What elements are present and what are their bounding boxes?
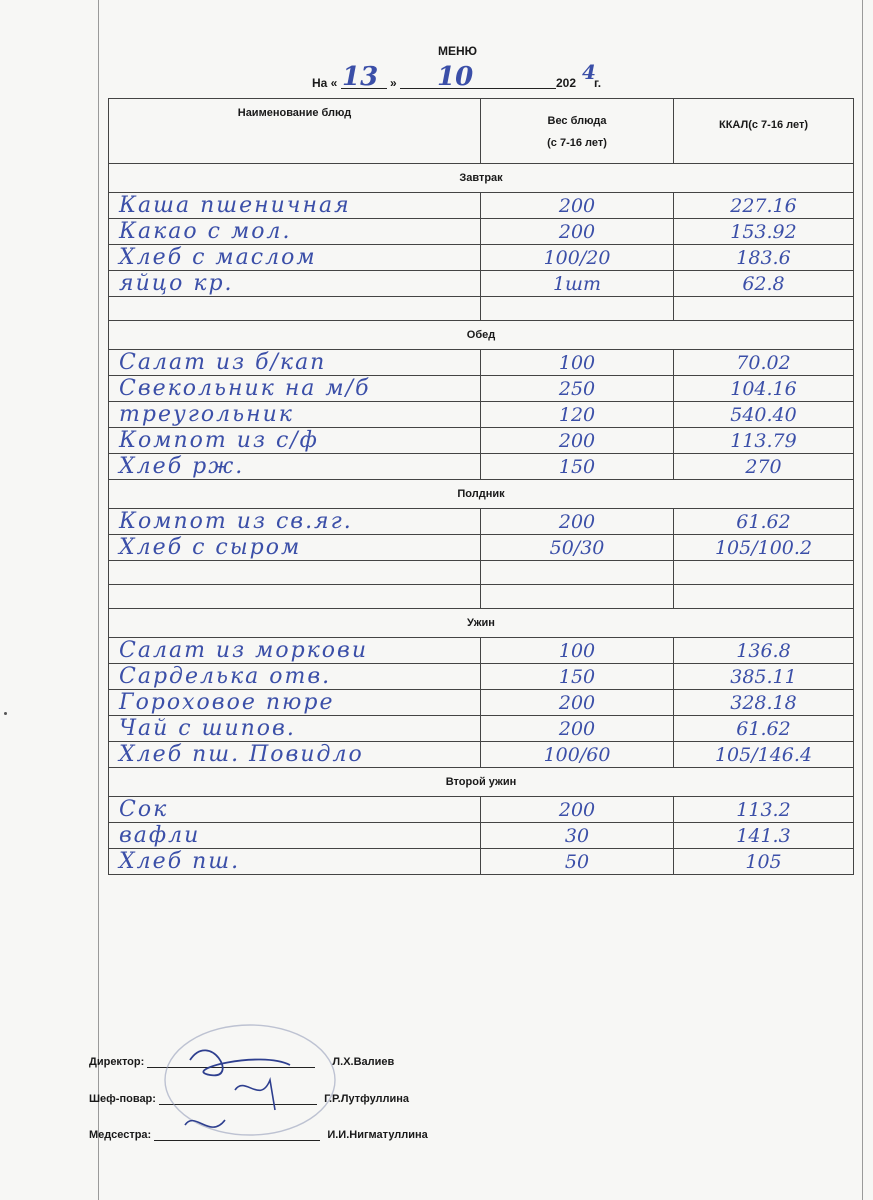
stamp-icon [165, 1025, 335, 1135]
month-underline [400, 88, 556, 89]
dish-name: Компот из с/ф [109, 428, 481, 454]
dish-name: треугольник [109, 402, 481, 428]
dish-kcal [674, 561, 854, 585]
menu-row [109, 742, 854, 768]
nurse-name: И.И.Нигматуллина [327, 1129, 428, 1141]
dish-name: Сарделька отв. [109, 664, 481, 690]
section-row [109, 768, 854, 797]
section-row [109, 480, 854, 509]
dish-weight: 200 [481, 797, 674, 823]
dish-name: яйцо кр. [109, 271, 481, 297]
menu-row [109, 561, 854, 585]
year-prefix: 202 [556, 76, 577, 90]
menu-row [109, 219, 854, 245]
page-title: МЕНЮ [438, 44, 478, 58]
dish-weight: 200 [481, 509, 674, 535]
dish-weight [481, 561, 674, 585]
dish-weight: 1шт [481, 271, 674, 297]
dish-weight: 50 [481, 849, 674, 875]
dish-weight: 100/20 [481, 245, 674, 271]
col-dish-header: Наименование блюд [109, 99, 481, 164]
dish-weight: 150 [481, 454, 674, 480]
dish-name: Хлеб пш. Повидло [109, 742, 481, 768]
dish-weight: 250 [481, 376, 674, 402]
menu-row [109, 245, 854, 271]
section-row [109, 321, 854, 350]
menu-row [109, 376, 854, 402]
menu-row [109, 797, 854, 823]
menu-row [109, 535, 854, 561]
menu-row [109, 716, 854, 742]
section-title: Обед [109, 321, 854, 350]
nurse-label: Медсестра: [89, 1129, 152, 1141]
col-kcal-header: ККАЛ(с 7-16 лет) [674, 99, 854, 164]
dish-weight: 200 [481, 716, 674, 742]
director-label: Директор: [89, 1056, 145, 1068]
menu-row [109, 271, 854, 297]
chef-signature-icon [235, 1080, 275, 1110]
dish-weight: 200 [481, 428, 674, 454]
menu-row [109, 402, 854, 428]
dish-kcal: 113.79 [674, 428, 854, 454]
dish-kcal: 183.6 [674, 245, 854, 271]
director-signature-icon [190, 1050, 290, 1075]
dish-kcal: 105/100.2 [674, 535, 854, 561]
dish-weight: 150 [481, 664, 674, 690]
chef-label: Шеф-повар: [89, 1093, 156, 1105]
dish-weight: 100/60 [481, 742, 674, 768]
dish-name: Чай с шипов. [109, 716, 481, 742]
director-name: Л.Х.Валиев [332, 1056, 395, 1068]
section-row [109, 609, 854, 638]
date-prefix: На « [312, 76, 338, 90]
dish-kcal: 227.16 [674, 193, 854, 219]
dish-weight: 50/30 [481, 535, 674, 561]
dish-name: Хлеб с маслом [109, 245, 481, 271]
dish-weight [481, 297, 674, 321]
menu-row [109, 664, 854, 690]
scan-edge-line [862, 0, 863, 1200]
dish-weight [481, 585, 674, 609]
dish-kcal: 113.2 [674, 797, 854, 823]
day-underline [341, 88, 387, 89]
scan-speck [4, 712, 7, 715]
dish-weight: 100 [481, 638, 674, 664]
dish-name: вафли [109, 823, 481, 849]
dish-kcal: 385.11 [674, 664, 854, 690]
menu-row [109, 428, 854, 454]
section-row [109, 164, 854, 193]
menu-row [109, 849, 854, 875]
date-mid: » [390, 76, 397, 90]
dish-kcal: 62.8 [674, 271, 854, 297]
menu-row [109, 193, 854, 219]
menu-row [109, 297, 854, 321]
dish-weight: 30 [481, 823, 674, 849]
dish-kcal: 270 [674, 454, 854, 480]
menu-row [109, 638, 854, 664]
dish-kcal: 105 [674, 849, 854, 875]
dish-name: Гороховое пюре [109, 690, 481, 716]
col-weight-header: Вес блюда (с 7-16 лет) [481, 99, 674, 164]
section-title: Второй ужин [109, 768, 854, 797]
dish-kcal: 540.40 [674, 402, 854, 428]
section-title: Ужин [109, 609, 854, 638]
dish-weight: 200 [481, 219, 674, 245]
dish-kcal: 136.8 [674, 638, 854, 664]
dish-weight: 100 [481, 350, 674, 376]
menu-row [109, 823, 854, 849]
chef-name: Г.Р.Лутфуллина [324, 1093, 410, 1105]
section-title: Завтрак [109, 164, 854, 193]
date-line [312, 60, 612, 92]
date-month: 10 [437, 62, 474, 92]
dish-weight: 200 [481, 690, 674, 716]
dish-kcal: 61.62 [674, 509, 854, 535]
dish-name: Свекольник на м/б [109, 376, 481, 402]
signatures-ink [150, 1020, 350, 1160]
dish-name: Компот из св.яг. [109, 509, 481, 535]
dish-kcal: 70.02 [674, 350, 854, 376]
dish-name: Хлеб с сыром [109, 535, 481, 561]
dish-name: Хлеб рж. [109, 454, 481, 480]
dish-weight: 200 [481, 193, 674, 219]
dish-name: Какао с мол. [109, 219, 481, 245]
dish-kcal: 328.18 [674, 690, 854, 716]
menu-table [108, 98, 854, 875]
dish-kcal [674, 297, 854, 321]
dish-kcal: 105/146.4 [674, 742, 854, 768]
dish-kcal: 104.16 [674, 376, 854, 402]
dish-name: Хлеб пш. [109, 849, 481, 875]
dish-name [109, 585, 481, 609]
menu-row [109, 585, 854, 609]
scan-margin-line [98, 0, 99, 1200]
dish-kcal: 153.92 [674, 219, 854, 245]
dish-kcal: 61.62 [674, 716, 854, 742]
dish-name: Сок [109, 797, 481, 823]
menu-row [109, 350, 854, 376]
header-row [109, 99, 854, 164]
menu-row [109, 690, 854, 716]
dish-kcal: 141.3 [674, 823, 854, 849]
year-digit: 4 [582, 60, 596, 84]
menu-row [109, 509, 854, 535]
dish-kcal [674, 585, 854, 609]
dish-name [109, 561, 481, 585]
dish-name [109, 297, 481, 321]
dish-name: Каша пшеничная [109, 193, 481, 219]
date-day: 13 [342, 62, 379, 92]
dish-name: Салат из моркови [109, 638, 481, 664]
menu-row [109, 454, 854, 480]
section-title: Полдник [109, 480, 854, 509]
dish-name: Салат из б/кап [109, 350, 481, 376]
dish-weight: 120 [481, 402, 674, 428]
year-suffix: г. [594, 76, 602, 90]
